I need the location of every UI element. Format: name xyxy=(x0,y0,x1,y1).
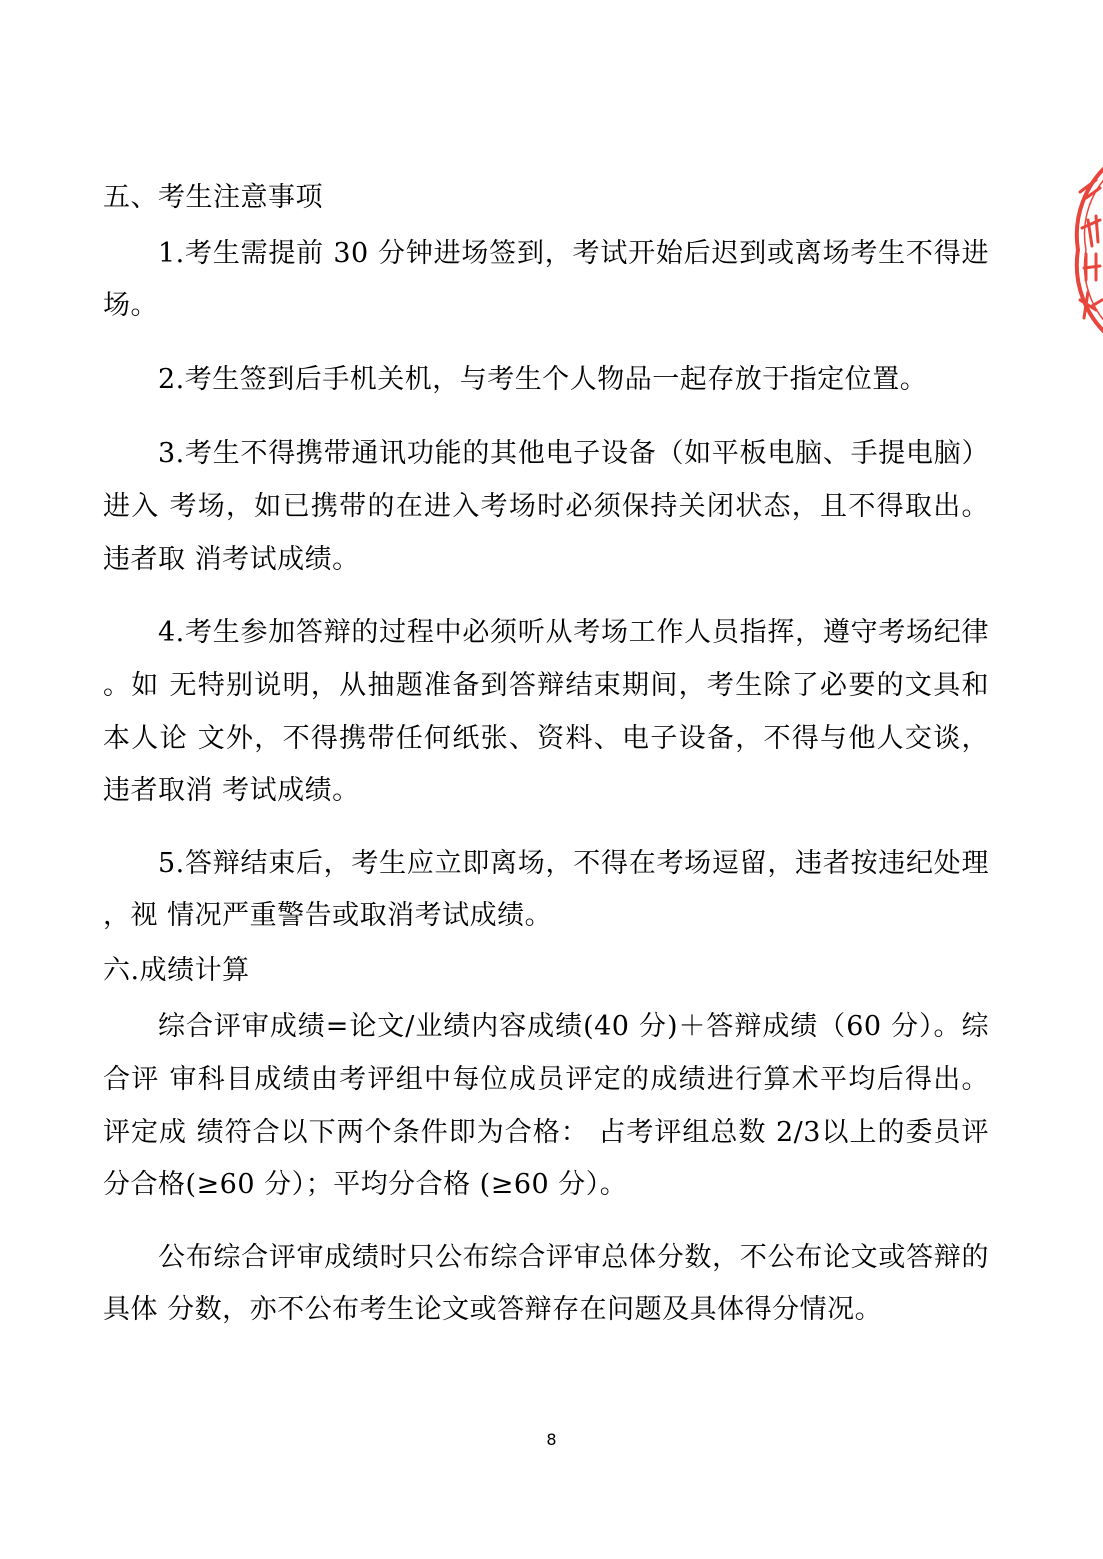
paragraph-line: 2.考生签到后手机关机，与考生个人物品一起存放于指定位置。 xyxy=(158,364,928,395)
paragraph-line: 合评 审科目成绩由考评组中每位成员评定的成绩进行算术平均后得出。 xyxy=(103,1064,989,1095)
paragraph-line: 具体 分数，亦不公布考生论文或答辩存在问题及具体得分情况。 xyxy=(103,1294,883,1325)
seal-stamp xyxy=(1066,150,1103,350)
paragraph-line: 5.答辩结束后，考生应立即离场，不得在考场逗留，违者按违纪处理 xyxy=(158,848,989,879)
section-heading-score-calculation: 六.成绩计算 xyxy=(103,955,250,986)
paragraph-line: 违者取 消考试成绩。 xyxy=(103,544,360,575)
page-number: 8 xyxy=(546,1430,557,1449)
paragraph-line: 分合格(≥60 分）；平均分合格 (≥60 分）。 xyxy=(103,1169,628,1200)
paragraph-line: 评定成 绩符合以下两个条件即为合格： 占考评组总数 2/3以上的委员评 xyxy=(103,1117,989,1148)
paragraph-line: 。如 无特别说明，从抽题准备到答辩结束期间，考生除了必要的文具和 xyxy=(103,670,989,701)
section-heading-exam-notes: 五、考生注意事项 xyxy=(103,182,323,213)
paragraph-line: 1.考生需提前 30 分钟进场签到，考试开始后迟到或离场考生不得进 xyxy=(158,238,989,269)
paragraph-line: 场。 xyxy=(103,290,158,321)
paragraph-line: ，视 情况严重警告或取消考试成绩。 xyxy=(103,900,553,931)
paragraph-line: 3.考生不得携带通讯功能的其他电子设备（如平板电脑、手提电脑） xyxy=(158,438,989,469)
paragraph-line: 综合评审成绩=论文/业绩内容成绩(40 分)＋答辩成绩（60 分）。综 xyxy=(158,1011,989,1042)
paragraph-line: 4.考生参加答辩的过程中必须听从考场工作人员指挥，遵守考场纪律 xyxy=(158,617,989,648)
paragraph-line: 本人论 文外，不得携带任何纸张、资料、电子设备，不得与他人交谈， xyxy=(103,723,989,754)
paragraph-line: 违者取消 考试成绩。 xyxy=(103,775,360,806)
paragraph-line: 公布综合评审成绩时只公布综合评审总体分数，不公布论文或答辩的 xyxy=(158,1242,989,1273)
paragraph-line: 进入 考场，如已携带的在进入考场时必须保持关闭状态，且不得取出。 xyxy=(103,491,989,522)
